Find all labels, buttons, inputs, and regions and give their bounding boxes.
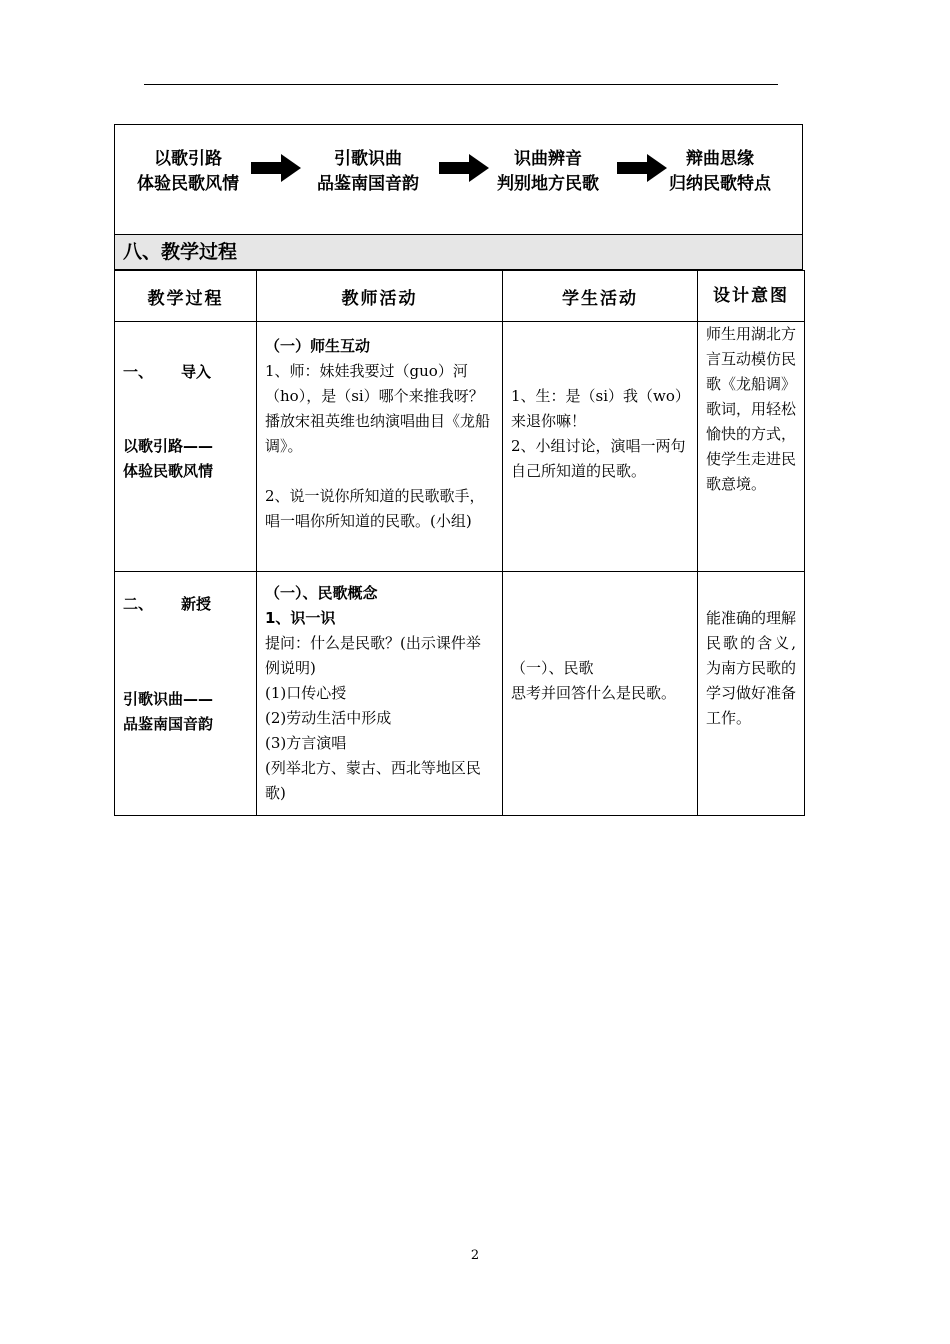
teacher-activity-cell: （一）、民歌概念 1、识一识 提问：什么是民歌？(出示课件举例说明) (1)口传心授 (2)劳动生活中形成 (3)方言演唱 (列举北方、蒙古、西北等地区民歌) <box>257 572 503 816</box>
header-stage: 教学过程 <box>115 271 257 322</box>
page-number: 2 <box>470 1248 480 1263</box>
stage-cell: 二、 新授 引歌识曲—— 品鉴南国音韵 <box>115 572 257 816</box>
table-row <box>115 322 805 572</box>
header-student: 学生活动 <box>503 271 698 322</box>
table-header-row <box>115 271 805 322</box>
arrow-right-icon <box>439 153 489 183</box>
header-rule <box>144 84 778 85</box>
header-design: 设计意图 <box>698 271 805 322</box>
teaching-process-table <box>114 270 805 816</box>
student-activity-cell: （一）、民歌 思考并回答什么是民歌。 <box>503 572 698 816</box>
header-teacher: 教师活动 <box>257 271 503 322</box>
section-title: 八、教学过程 <box>114 234 803 270</box>
arrow-right-icon <box>617 153 667 183</box>
teacher-activity-cell: （一）师生互动 1、师：妹娃我要过（guo）河（ho），是（si）哪个来推我呀？播放宋祖英维也纳演唱曲目《龙船调》。 2、说一说你所知道的民歌歌手，唱一唱你所知道的民歌。(小组) <box>257 322 503 572</box>
design-intent-cell: 能准确的理解民歌的含义,为南方民歌的学习做好准备工作。 <box>698 572 805 816</box>
arrow-right-icon <box>251 153 301 183</box>
flow-step-2: 引歌识曲 品鉴南国音韵 <box>317 149 419 194</box>
design-intent-cell: 师生用湖北方言互动模仿民歌《龙船调》歌词，用轻松愉快的方式，使学生走进民歌意境。 <box>698 322 805 572</box>
student-activity-cell: 1、生：是（si）我（wo）来退你嘛！ 2、小组讨论，演唱一两句自己所知道的民歌。 <box>503 322 698 572</box>
flow-step-1: 以歌引路 体验民歌风情 <box>137 149 239 194</box>
flow-diagram <box>114 124 803 234</box>
flow-step-3: 识曲辨音 判别地方民歌 <box>497 149 599 194</box>
flow-step-4: 辩曲思缘 归纳民歌特点 <box>669 149 771 194</box>
table-row <box>115 572 805 816</box>
stage-cell: 一、 导入 以歌引路—— 体验民歌风情 <box>115 322 257 572</box>
